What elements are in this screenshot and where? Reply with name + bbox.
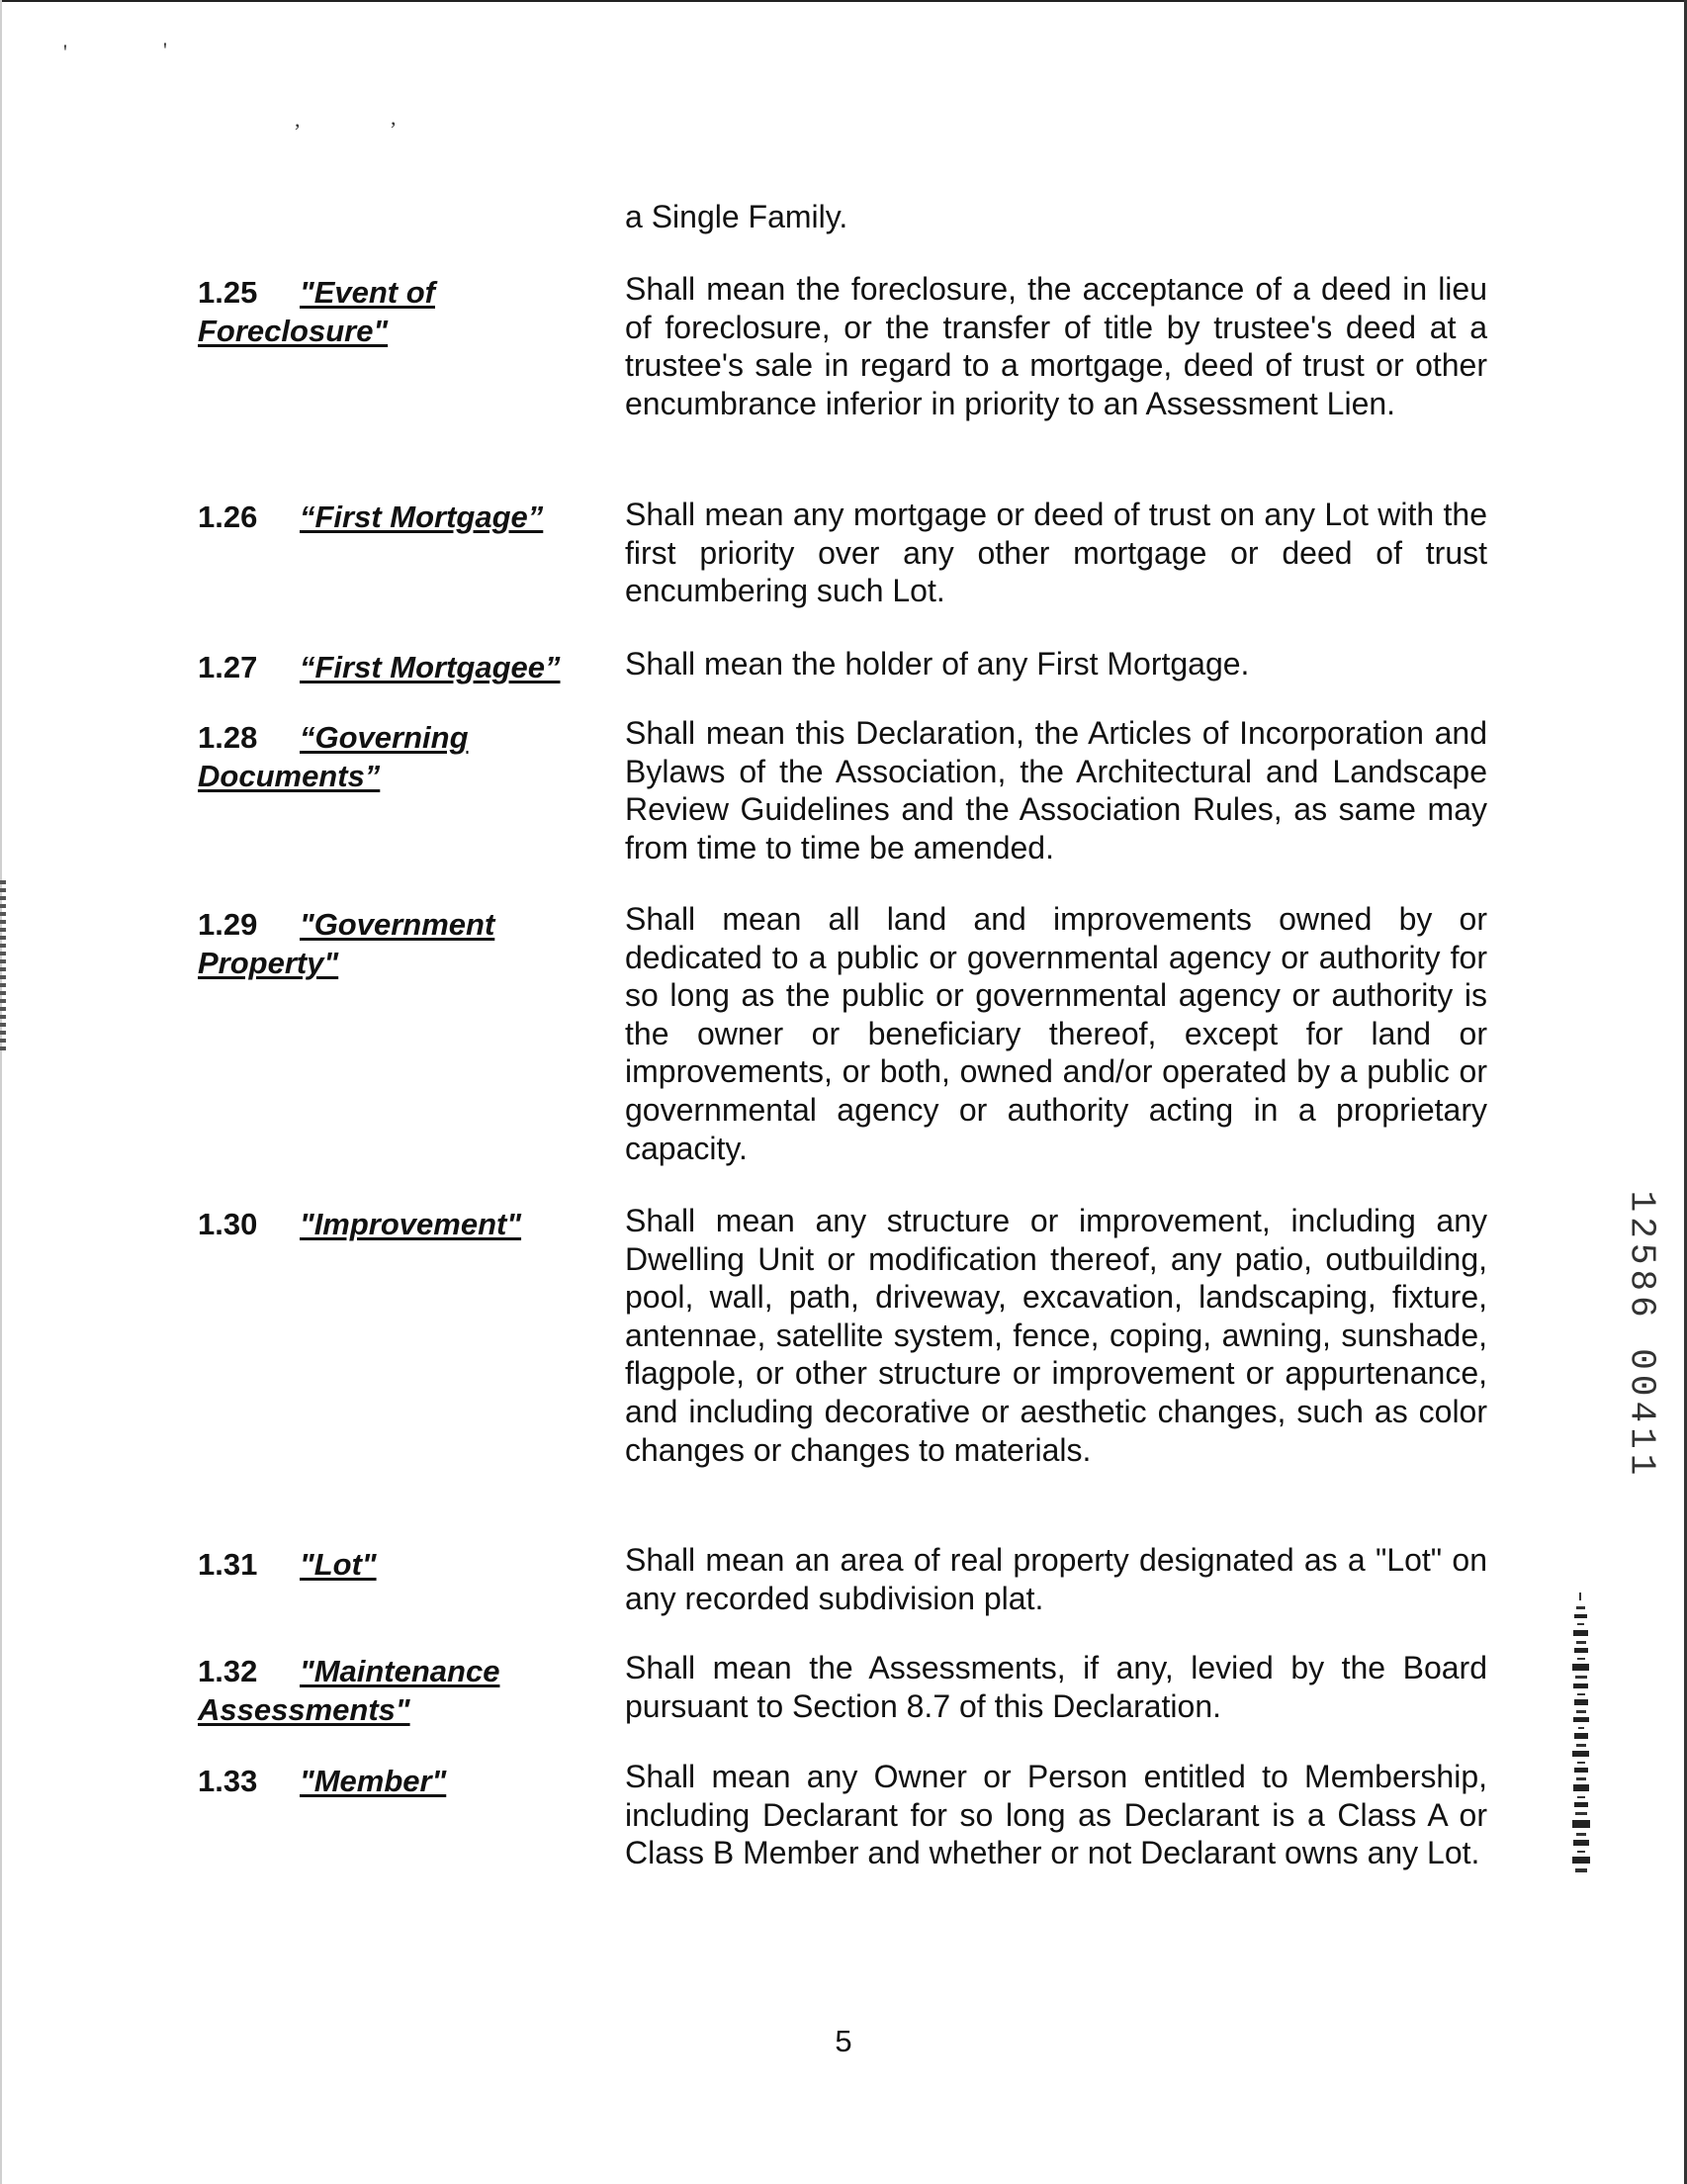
- section-number: 1.28: [198, 720, 258, 755]
- definition-text: Shall mean this Declaration, the Articles of Incorporation and Bylaws of the Association, the Architectural and Landscape Review Guidelines and the Association Rules, as same may from time to time be amended.: [625, 715, 1487, 865]
- definition-term: [198, 718, 524, 795]
- left-margin-marks: [0, 880, 6, 1053]
- definition-term: [198, 905, 554, 982]
- section-number: 1.33: [198, 1764, 258, 1798]
- definition-text: Shall mean the holder of any First Mortgage.: [625, 646, 1250, 682]
- term-label: “First Mortgagee”: [300, 650, 561, 684]
- definition-text: Shall mean an area of real property designated as a "Lot" on any recorded subdivision plat.: [625, 1542, 1487, 1616]
- definition-text: Shall mean any Owner or Person entitled to Membership, including Declarant for so long as Declarant is a Class A or Class B Member and whether or not Declarant owns any Lot.: [625, 1759, 1487, 1871]
- definition-text: Shall mean any mortgage or deed of trust on any Lot with the first priority over any other mortgage or deed of trust encumbering such Lot.: [625, 497, 1487, 609]
- term-label: "Member": [300, 1764, 447, 1798]
- barcode-icon: [1568, 1592, 1594, 1879]
- term-label: "Government Property": [198, 907, 495, 980]
- term-label: “Governing Documents”: [198, 720, 469, 793]
- term-label: "Event of Foreclosure": [198, 275, 435, 348]
- section-number: 1.31: [198, 1547, 258, 1582]
- page-border-left: [0, 0, 2, 2184]
- section-number: 1.25: [198, 275, 258, 310]
- definition-text: Shall mean all land and improvements owned by or dedicated to a public or governmental agency or authority for so long as the public or governmental agency or authority is the owner or beneficiary thereof, except for land or improvements, or both, owned and/or operated by a public or governmental agency or authority acting in a proprietary capacity.: [625, 901, 1487, 1166]
- definition-term: [198, 1205, 593, 1243]
- definition-term: [198, 1652, 544, 1729]
- definition-term: [198, 1762, 593, 1800]
- page-number: 5: [835, 2024, 852, 2058]
- term-label: "Lot": [300, 1547, 377, 1582]
- definition-text: Shall mean the foreclosure, the acceptance of a deed in lieu of foreclosure, or the transfer of title by trustee's deed at a trustee's sale in regard to a mortgage, deed of trust or other encumbrance inferior in priority to an Assessment Lien.: [625, 271, 1487, 421]
- section-number: 1.27: [198, 650, 258, 684]
- definition-term: [198, 1545, 593, 1584]
- definition-term: [198, 273, 593, 350]
- definition-text: Shall mean the Assessments, if any, levied by the Board pursuant to Section 8.7 of this Declaration.: [625, 1650, 1487, 1724]
- term-label: “First Mortgage”: [300, 500, 544, 534]
- page-border-top: [0, 0, 1687, 2]
- term-label: "Improvement": [300, 1207, 522, 1241]
- section-number: 1.29: [198, 907, 258, 942]
- recording-stamp: [1617, 1190, 1666, 1481]
- scan-speck: ': [163, 38, 167, 62]
- term-label: "Maintenance Assessments": [198, 1654, 500, 1727]
- scan-speck: ,: [295, 107, 301, 132]
- scan-speck: ,: [391, 105, 397, 130]
- section-number: 1.32: [198, 1654, 258, 1688]
- section-number: 1.30: [198, 1207, 258, 1241]
- section-number: 1.26: [198, 500, 258, 534]
- definition-text: Shall mean any structure or improvement, including any Dwelling Unit or modification thereof, any patio, outbuilding, pool, wall, path, driveway, excavation, landscaping, fixture, antennae, satellite system, fence, coping, awning, sunshade, flagpole, or other structure or improvement or appurtenance, and including decorative or aesthetic changes, such as color changes or changes to materials.: [625, 1203, 1487, 1468]
- definition-term: [198, 498, 593, 536]
- definition-term: [198, 648, 633, 686]
- scan-speck: ': [63, 40, 67, 64]
- continuation-text: a Single Family.: [625, 199, 848, 234]
- recording-stamp-number: 12586 00411: [1621, 1190, 1662, 1481]
